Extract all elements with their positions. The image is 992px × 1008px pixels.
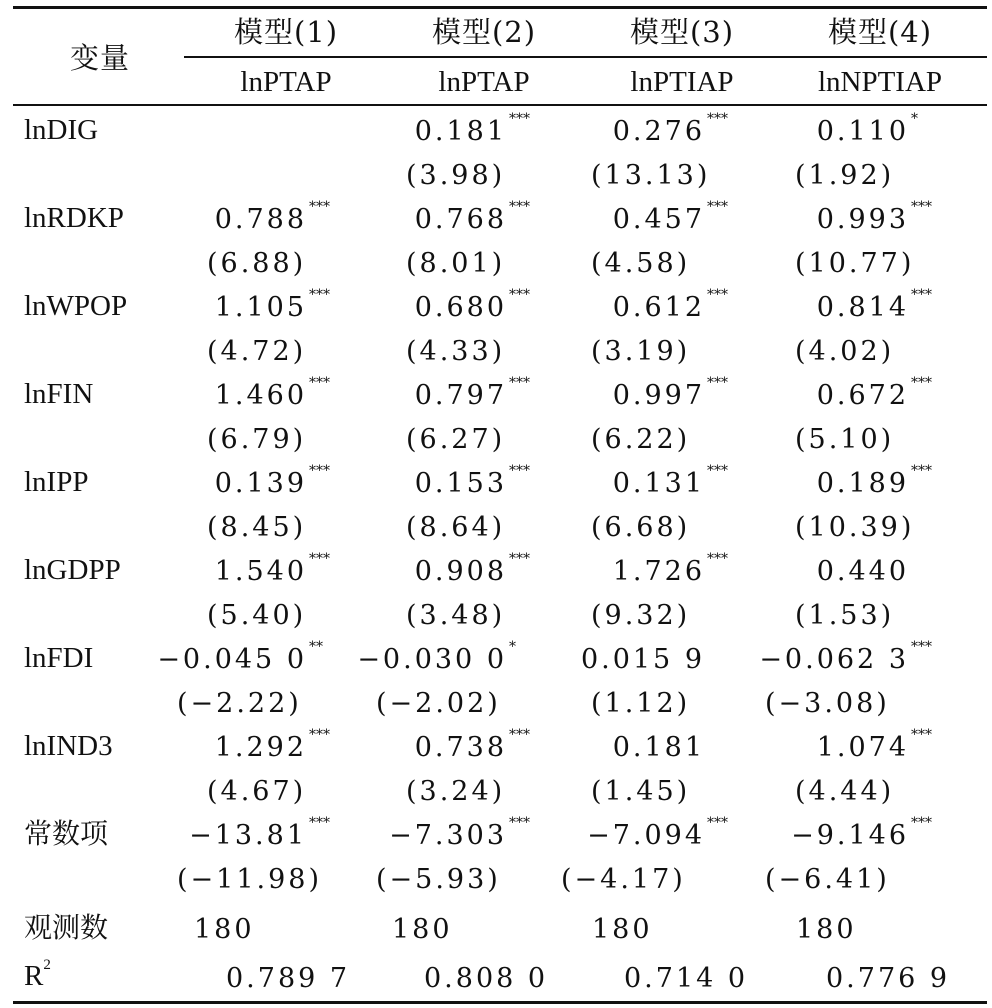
- significance-stars: ***: [509, 287, 530, 303]
- coefficient-cell: [414, 727, 530, 763]
- t-statistic: (−2.22): [177, 688, 302, 719]
- coefficient-cell: [612, 287, 728, 323]
- coefficient-cell: [759, 639, 932, 675]
- t-statistic: (−5.93): [376, 864, 501, 895]
- coefficient-cell: [816, 375, 932, 411]
- t-statistic: (4.58): [591, 248, 691, 279]
- coefficient-value: 0.131: [612, 468, 705, 499]
- coefficient-value: 0.153: [414, 468, 507, 499]
- coefficient-value: 0.189: [816, 468, 909, 499]
- t-statistic: (4.02): [795, 336, 895, 367]
- coefficient-value: 0.997: [612, 380, 705, 411]
- significance-stars: ***: [707, 815, 728, 831]
- t-statistic: (−6.41): [765, 864, 890, 895]
- coefficient-cell: [389, 815, 530, 851]
- significance-stars: ***: [509, 551, 530, 567]
- coefficient-value: 0.738: [414, 732, 507, 763]
- significance-stars: *: [509, 639, 516, 655]
- variable-name: lnDIG: [24, 114, 99, 146]
- top-rule: [13, 6, 987, 9]
- coefficient-cell: [214, 463, 330, 499]
- significance-stars: ***: [309, 199, 330, 215]
- significance-stars: ***: [911, 639, 932, 655]
- coefficient-value: −0.062 3: [759, 644, 909, 675]
- coefficient-value: 1.074: [816, 732, 909, 763]
- t-statistic: (5.40): [207, 600, 307, 631]
- coefficient-cell: [214, 551, 330, 587]
- significance-stars: ***: [911, 375, 932, 391]
- significance-stars: **: [309, 639, 323, 655]
- significance-stars: ***: [707, 199, 728, 215]
- observations-label: 观测数: [24, 911, 109, 944]
- coefficient-cell: [214, 199, 330, 235]
- coefficient-cell: [214, 287, 330, 323]
- t-statistic: (4.44): [795, 776, 895, 807]
- significance-stars: ***: [509, 375, 530, 391]
- coefficient-cell: [817, 558, 909, 585]
- observations-4: 180: [796, 914, 857, 945]
- header-rule: [13, 104, 987, 106]
- significance-stars: ***: [509, 199, 530, 215]
- coefficient-value: 0.110: [816, 116, 909, 147]
- coefficient-value: 0.139: [214, 468, 307, 499]
- header-sub-rule: [184, 56, 987, 58]
- t-statistic: (9.32): [591, 600, 691, 631]
- variable-name: lnWPOP: [24, 290, 128, 322]
- significance-stars: ***: [309, 463, 330, 479]
- observations-2: 180: [392, 914, 453, 945]
- coefficient-cell: [816, 727, 932, 763]
- significance-stars: ***: [309, 287, 330, 303]
- t-statistic: (4.72): [207, 336, 307, 367]
- bottom-rule: [13, 1001, 987, 1004]
- observations-1: 180: [194, 914, 255, 945]
- coefficient-cell: [414, 111, 530, 147]
- significance-stars: ***: [911, 815, 932, 831]
- model-3-header: 模型(3): [629, 15, 735, 49]
- coefficient-cell: [414, 199, 530, 235]
- model-4-dependent: lnNPTIAP: [817, 66, 943, 98]
- significance-stars: ***: [309, 727, 330, 743]
- significance-stars: ***: [707, 463, 728, 479]
- coefficient-cell: [357, 639, 516, 675]
- variable-header: 变量: [69, 41, 130, 75]
- t-statistic: (3.19): [591, 336, 691, 367]
- t-statistic: (−4.17): [561, 864, 686, 895]
- coefficient-cell: [612, 551, 728, 587]
- t-statistic: (3.98): [406, 160, 506, 191]
- coefficient-value: 0.612: [612, 292, 705, 323]
- t-statistic: (4.33): [406, 336, 506, 367]
- coefficient-value: −7.094: [587, 820, 705, 851]
- t-statistic: (13.13): [591, 160, 711, 191]
- coefficient-value: 0.672: [816, 380, 909, 411]
- coefficient-value: 1.105: [214, 292, 307, 323]
- coefficient-value: 1.726: [612, 556, 705, 587]
- coefficient-value: 1.540: [214, 556, 307, 587]
- t-statistic: (6.68): [591, 512, 691, 543]
- coefficient-value: −9.146: [791, 820, 909, 851]
- significance-stars: ***: [509, 463, 530, 479]
- t-statistic: (3.48): [406, 600, 506, 631]
- coefficient-cell: [612, 199, 728, 235]
- variable-name: lnGDPP: [24, 554, 121, 586]
- t-statistic: (8.45): [207, 512, 307, 543]
- coefficient-value: 0.788: [214, 204, 307, 235]
- coefficient-cell: [816, 111, 918, 147]
- r-squared-1: 0.789 7: [226, 963, 351, 994]
- coefficient-cell: [612, 375, 728, 411]
- model-2-dependent: lnPTAP: [438, 66, 530, 98]
- t-statistic: (6.27): [406, 424, 506, 455]
- t-statistic: (10.39): [795, 512, 915, 543]
- model-1-dependent: lnPTAP: [240, 66, 332, 98]
- model-3-dependent: lnPTIAP: [630, 66, 734, 98]
- t-statistic: (1.53): [795, 600, 895, 631]
- r-squared-letter: R: [24, 960, 44, 992]
- model-4-header: 模型(4): [827, 15, 933, 49]
- coefficient-value: −0.030 0: [357, 644, 507, 675]
- t-statistic: (10.77): [795, 248, 915, 279]
- coefficient-cell: [414, 375, 530, 411]
- coefficient-cell: [587, 815, 728, 851]
- coefficient-value: 0.908: [414, 556, 507, 587]
- significance-stars: ***: [707, 375, 728, 391]
- variable-name: lnIPP: [24, 466, 89, 498]
- coefficient-value: −13.81: [189, 820, 307, 851]
- t-statistic: (6.88): [207, 248, 307, 279]
- coefficient-value: 0.993: [816, 204, 909, 235]
- significance-stars: ***: [911, 287, 932, 303]
- coefficient-cell: [414, 287, 530, 323]
- coefficient-value: 0.768: [414, 204, 507, 235]
- coefficient-cell: [816, 463, 932, 499]
- r-squared-2: 0.808 0: [424, 963, 549, 994]
- t-statistic: (6.79): [207, 424, 307, 455]
- r-squared-4: 0.776 9: [826, 963, 951, 994]
- significance-stars: ***: [911, 463, 932, 479]
- r-squared-3: 0.714 0: [624, 963, 749, 994]
- r-squared-label: [24, 957, 51, 992]
- significance-stars: ***: [707, 551, 728, 567]
- significance-stars: ***: [309, 551, 330, 567]
- significance-stars: ***: [309, 375, 330, 391]
- t-statistic: (−3.08): [765, 688, 890, 719]
- coefficient-value: 0.440: [816, 556, 909, 587]
- t-statistic: (4.67): [207, 776, 307, 807]
- significance-stars: ***: [707, 287, 728, 303]
- t-statistic: (5.10): [795, 424, 895, 455]
- variable-name: 常数项: [24, 817, 109, 850]
- t-statistic: (−11.98): [177, 864, 322, 895]
- variable-name: lnRDKP: [24, 202, 124, 234]
- observations-3: 180: [592, 914, 653, 945]
- coefficient-value: 0.181: [612, 732, 705, 763]
- coefficient-value: 0.181: [414, 116, 507, 147]
- t-statistic: (8.01): [406, 248, 506, 279]
- t-statistic: (8.64): [406, 512, 506, 543]
- coefficient-cell: [791, 815, 932, 851]
- coefficient-cell: [414, 463, 530, 499]
- significance-stars: ***: [509, 727, 530, 743]
- t-statistic: (1.92): [795, 160, 895, 191]
- t-statistic: (−2.02): [376, 688, 501, 719]
- coefficient-cell: [581, 646, 705, 673]
- variable-name: lnFDI: [24, 642, 94, 674]
- significance-stars: ***: [707, 111, 728, 127]
- r-squared-superscript: 2: [43, 957, 51, 973]
- coefficient-value: 0.680: [414, 292, 507, 323]
- coefficient-cell: [214, 727, 330, 763]
- coefficient-value: −7.303: [389, 820, 507, 851]
- coefficient-value: 0.457: [612, 204, 705, 235]
- coefficient-value: 0.797: [414, 380, 507, 411]
- coefficient-cell: [214, 375, 330, 411]
- coefficient-value: −0.045 0: [157, 644, 307, 675]
- variable-name: lnFIN: [24, 378, 94, 410]
- coefficient-cell: [157, 639, 323, 675]
- significance-stars: ***: [911, 199, 932, 215]
- coefficient-value: 0.276: [612, 116, 705, 147]
- coefficient-cell: [612, 463, 728, 499]
- significance-stars: ***: [911, 727, 932, 743]
- coefficient-value: 0.015 9: [580, 644, 705, 675]
- model-2-header: 模型(2): [431, 15, 537, 49]
- coefficient-cell: [816, 287, 932, 323]
- coefficient-value: 1.460: [214, 380, 307, 411]
- coefficient-cell: [189, 815, 330, 851]
- significance-stars: ***: [509, 815, 530, 831]
- coefficient-cell: [414, 551, 530, 587]
- coefficient-cell: [612, 111, 728, 147]
- model-1-header: 模型(1): [233, 15, 339, 49]
- t-statistic: (1.12): [591, 688, 691, 719]
- significance-stars: *: [911, 111, 918, 127]
- coefficient-value: 1.292: [214, 732, 307, 763]
- t-statistic: (6.22): [591, 424, 691, 455]
- significance-stars: ***: [509, 111, 530, 127]
- significance-stars: ***: [309, 815, 330, 831]
- t-statistic: (1.45): [591, 776, 691, 807]
- coefficient-cell: [613, 734, 705, 761]
- t-statistic: (3.24): [406, 776, 506, 807]
- coefficient-cell: [816, 199, 932, 235]
- coefficient-value: 0.814: [816, 292, 909, 323]
- variable-name: lnIND3: [24, 730, 113, 762]
